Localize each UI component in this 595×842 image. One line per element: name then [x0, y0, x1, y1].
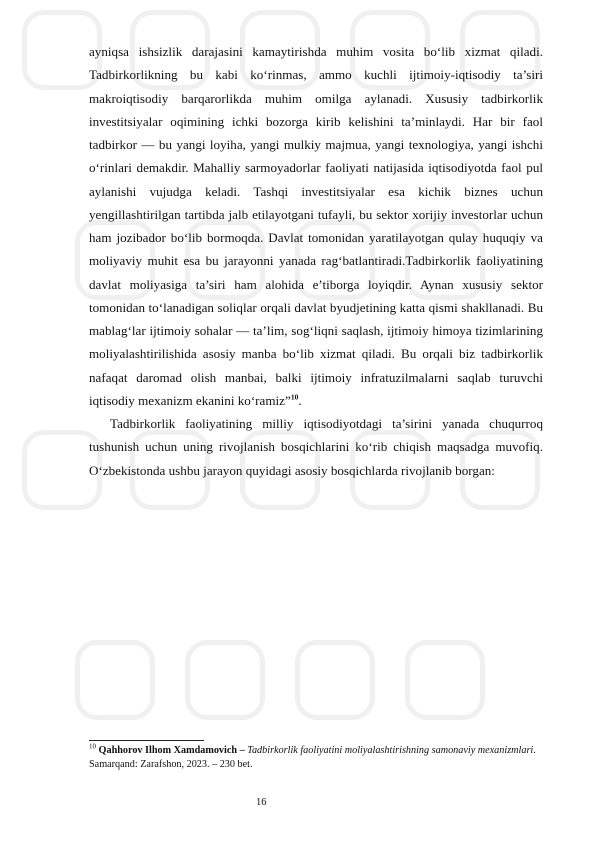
footnote-author: Qahhorov Ilhom Xamdamovich – — [98, 745, 245, 756]
footnote-title: Tadbirkorlik faoliyatini moliyalashtirishning samonaviy mexanizmlari — [247, 745, 534, 756]
footnote-separator — [89, 740, 204, 741]
paragraph-1-end: . — [298, 392, 302, 408]
footnote-reference[interactable]: 10 — [290, 392, 299, 402]
body-paragraph-2: Tadbirkorlik faoliyatining milliy iqtisodiyotdagi ta’sirini yanada chuqurroq tushunish uchun uning rivojlanish bosqichlarini ko‘rib chiqish maqsadga muvofiq. O‘zbekistonda ushbu jarayon quyidagi asosiy bosqichlarda rivojlanib borgan: — [89, 416, 543, 478]
footnote-number: 10 — [89, 742, 96, 751]
body-paragraph-1 — [89, 40, 543, 412]
footnote-details: . Samarqand: Zarafshon, 2023. – 230 bet. — [89, 745, 536, 770]
page-body — [89, 40, 543, 482]
paragraph-1-text: ayniqsa ishsizlik darajasini kamaytirishda muhim vosita bo‘lib xizmat qiladi. Tadbirkorlikning bu kabi ko‘rinmas, ammo kuchli ijtimoiy-iqtisodiy ta’siri makroiqtisodiy barqarorlikda muhim omilga aylanadi. Xususiy tadbirkorlik investitsiyalar oqimining ichki bozorga kirib kelishini ta’minlaydi. Har bir faol tadbirkor — bu yangi loyiha, yangi mulkiy majmua, yangi texnologiya, yangi ishchi o‘rinlari demakdir. Mahalliy sarmoyadorlar faoliyati natijasida iqtisodiyotda faol pul aylanishi vujudga keladi. Tashqi investitsiyalar esa kichik biznes uchun yengillashtirilgan tartibda jalb etilayotgani tufayli, bu sektor xorijiy investorlar uchun ham jozibador bo‘lib bormoqda. Davlat tomonidan yaratilayotgan qulay huquqiy va moliyaviy muhit esa bu jarayonni yanada rag‘batlantiradi.Tadbirkorlik faoliyatining davlat moliyasiga ta’siri ham alohida e’tiborga loyiqdir. Aynan xususiy sektor tomonidan to‘lanadigan soliqlar orqali davlat byudjetining katta qismi shakllanadi. Bu mablag‘lar ijtimoiy sohalar — ta’lim, sog‘liqni saqlash, ijtimoiy himoya tizimlarining moliyalashtirilishida asosiy manba bo‘lib xizmat qiladi. Bu orqali biz tadbirkorlik nafaqat daromad olish manbai, balki ijtimoiy infratuzilmalarni saqlab turuvchi iqtisodiy mexanizm ekanini ko‘ramiz” — [89, 44, 543, 408]
footnote — [89, 744, 543, 772]
page-number: 16 — [256, 797, 267, 808]
